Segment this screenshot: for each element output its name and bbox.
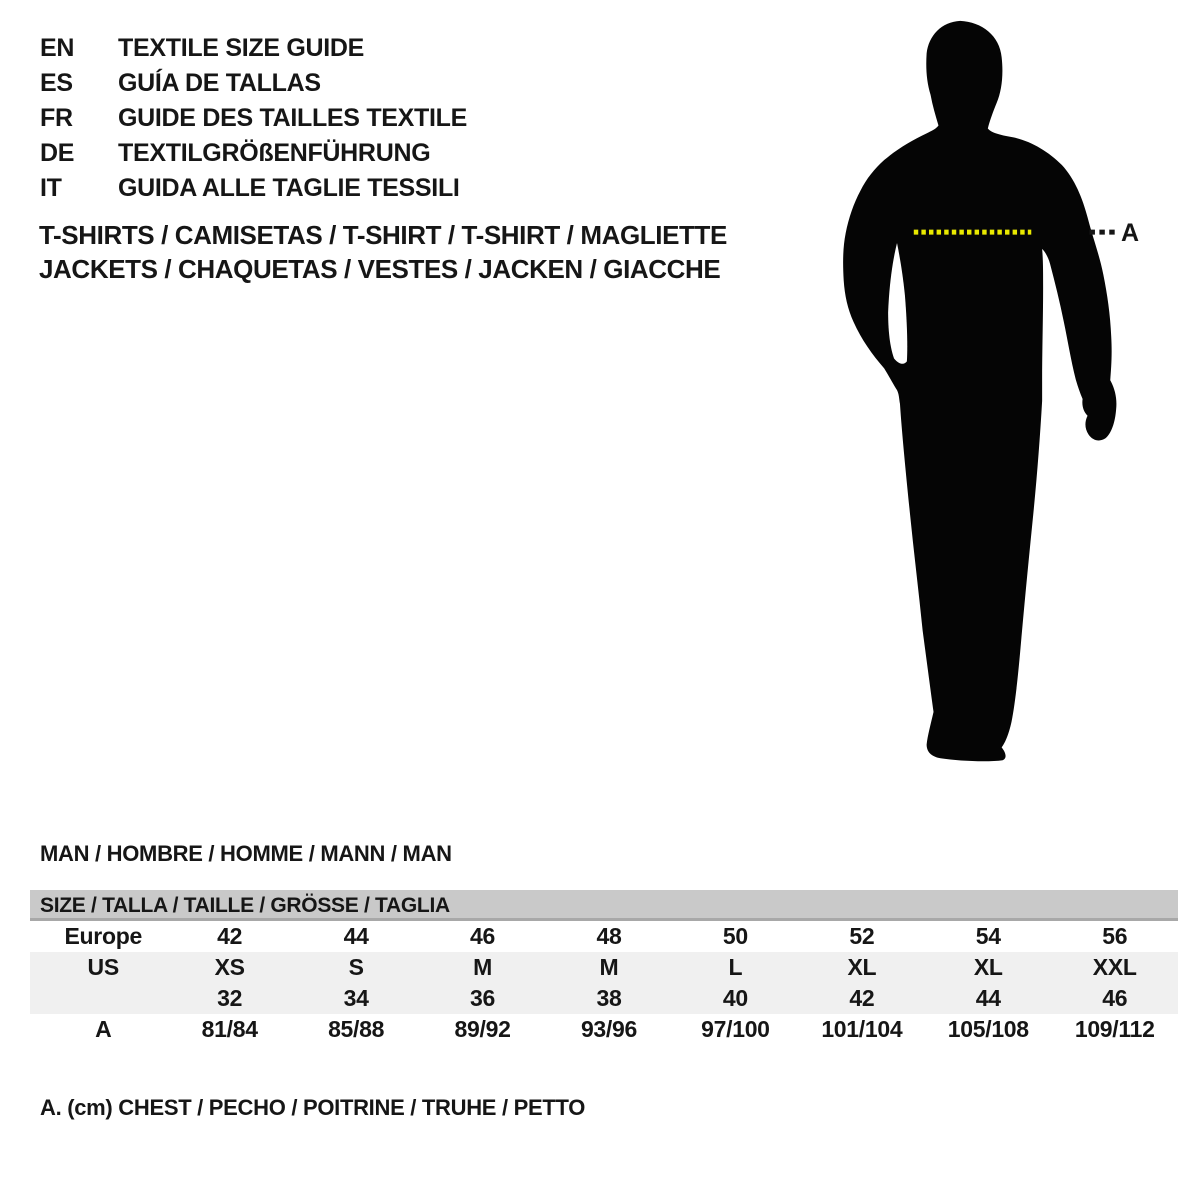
language-list: [40, 31, 467, 206]
row-label: A: [95, 1016, 112, 1042]
gender-heading: MAN / HOMBRE / HOMME / MANN / MAN: [40, 841, 452, 866]
table-row: [30, 983, 1178, 1014]
size-cell: XL: [847, 954, 877, 980]
chest-point-label: A: [1121, 219, 1140, 247]
row-label: [30, 983, 166, 1014]
language-row: [40, 101, 467, 136]
size-cell: 89/92: [454, 1016, 511, 1042]
size-cell: S: [348, 954, 364, 980]
man-silhouette: [843, 21, 1116, 761]
language-code: EN: [40, 34, 75, 62]
size-cell: M: [473, 954, 492, 980]
size-cell: 36: [470, 985, 496, 1011]
language-label: GUIDA ALLE TAGLIE TESSILI: [118, 174, 460, 202]
table-row: [30, 1014, 1178, 1045]
size-cell: 101/104: [821, 1016, 903, 1042]
size-cell: XL: [973, 954, 1003, 980]
language-label: TEXTILGRÖßENFÜHRUNG: [118, 139, 431, 167]
size-cell: 97/100: [701, 1016, 770, 1042]
row-label: Europe: [64, 923, 142, 949]
size-cell: 48: [596, 923, 622, 949]
language-label: TEXTILE SIZE GUIDE: [118, 34, 365, 62]
table-row: [30, 952, 1178, 983]
size-cell: 44: [975, 985, 1001, 1011]
size-cell: 105/108: [947, 1016, 1029, 1042]
size-cell: 40: [722, 985, 748, 1011]
size-cell: M: [599, 954, 619, 980]
table-row: [30, 921, 1178, 952]
size-cell: 46: [1102, 985, 1128, 1011]
language-code: DE: [40, 139, 75, 167]
size-cell: 50: [722, 923, 748, 949]
size-cell: 32: [217, 985, 243, 1011]
language-row: [40, 171, 467, 206]
size-table-header: SIZE / TALLA / TAILLE / GRÖSSE / TAGLIA: [30, 890, 1178, 921]
size-cell: 38: [596, 985, 622, 1011]
size-cell: 52: [849, 923, 875, 949]
size-cell: 81/84: [201, 1016, 258, 1042]
size-cell: 44: [343, 923, 369, 949]
size-cell: 34: [343, 985, 369, 1011]
category-list: [39, 218, 727, 286]
language-code: IT: [40, 174, 62, 202]
size-cell: 56: [1102, 923, 1128, 949]
man-silhouette-figure: [820, 10, 1130, 780]
language-row: [40, 136, 467, 171]
size-cell: L: [728, 954, 743, 980]
size-cell: 109/112: [1074, 1016, 1155, 1042]
measurement-note: A. (cm) CHEST / PECHO / POITRINE / TRUHE / PETTO: [40, 1095, 586, 1120]
language-label: GUÍA DE TALLAS: [118, 69, 321, 97]
size-cell: XXL: [1092, 954, 1137, 980]
size-cell: 54: [975, 923, 1001, 949]
size-cell: 93/96: [580, 1016, 637, 1042]
size-cell: 46: [470, 923, 496, 949]
size-cell: 42: [217, 923, 243, 949]
category-line-tshirts: T-SHIRTS / CAMISETAS / T-SHIRT / T-SHIRT / MAGLIETTE: [39, 220, 727, 250]
language-row: [40, 31, 467, 66]
category-line-jackets: JACKETS / CHAQUETAS / VESTES / JACKEN / GIACCHE: [39, 254, 721, 284]
size-cell: 85/88: [328, 1016, 385, 1042]
language-code: ES: [40, 69, 73, 97]
language-label: GUIDE DES TAILLES TEXTILE: [118, 104, 468, 132]
size-table: [30, 921, 1178, 1045]
row-label: US: [87, 954, 119, 980]
size-cell: 42: [849, 985, 875, 1011]
language-row: [40, 66, 467, 101]
size-cell: XS: [214, 954, 245, 980]
size-table-block: [30, 890, 1178, 1045]
language-code: FR: [40, 104, 73, 132]
